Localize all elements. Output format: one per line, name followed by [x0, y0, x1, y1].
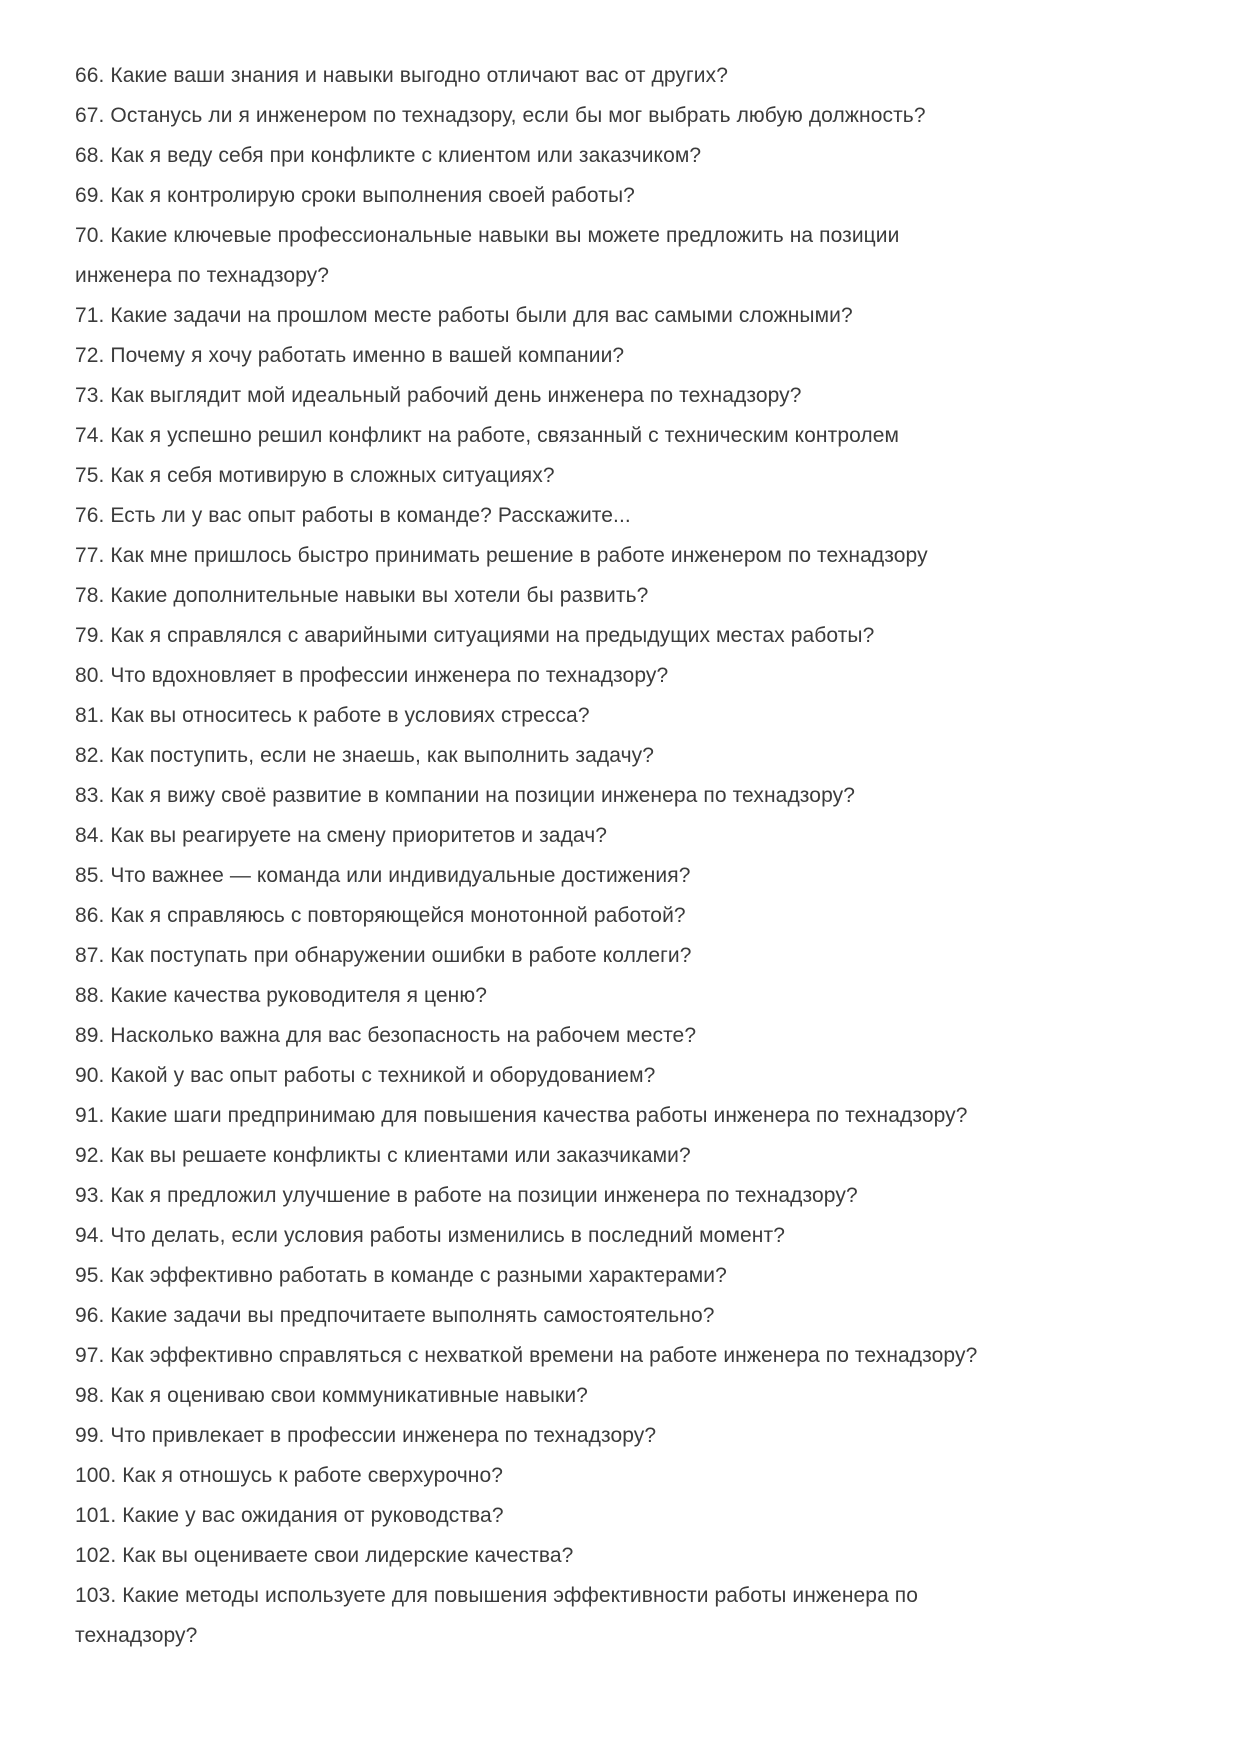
list-item — [75, 856, 1169, 896]
question-text: 71. Какие задачи на прошлом месте работы были для вас самыми сложными? — [75, 304, 853, 327]
question-text: 84. Как вы реагируете на смену приоритетов и задач? — [75, 824, 608, 847]
question-text: 73. Как выглядит мой идеальный рабочий день инженера по технадзору? — [75, 384, 802, 407]
question-text-continuation: технадзору? — [75, 1624, 198, 1647]
question-list — [75, 56, 1169, 1656]
list-item — [75, 1296, 1169, 1336]
question-text: 103. Какие методы используете для повышения эффективности работы инженера по — [75, 1584, 919, 1607]
question-text: 68. Как я веду себя при конфликте с клиентом или заказчиком? — [75, 144, 702, 167]
list-item — [75, 496, 1169, 536]
question-text: 75. Как я себя мотивирую в сложных ситуациях? — [75, 464, 555, 487]
list-item — [75, 1016, 1169, 1056]
list-item — [75, 1096, 1169, 1136]
list-item — [75, 456, 1169, 496]
list-item — [75, 1336, 1169, 1376]
list-item — [75, 296, 1169, 336]
list-item — [75, 176, 1169, 216]
question-text-continuation: инженера по технадзору? — [75, 264, 330, 287]
list-item — [75, 1216, 1169, 1256]
list-item — [75, 1416, 1169, 1456]
list-item — [75, 1256, 1169, 1296]
list-item — [75, 696, 1169, 736]
list-item — [75, 1376, 1169, 1416]
question-text: 77. Как мне пришлось быстро принимать решение в работе инженером по технадзору — [75, 544, 928, 567]
list-item — [75, 1056, 1169, 1096]
list-item — [75, 56, 1169, 96]
list-item — [75, 416, 1169, 456]
question-text: 102. Как вы оцениваете свои лидерские качества? — [75, 1544, 574, 1567]
list-item — [75, 1496, 1169, 1536]
list-item — [75, 376, 1169, 416]
question-text: 81. Как вы относитесь к работе в условиях стресса? — [75, 704, 590, 727]
question-text: 66. Какие ваши знания и навыки выгодно отличают вас от других? — [75, 64, 728, 87]
list-item — [75, 656, 1169, 696]
question-text: 98. Как я оцениваю свои коммуникативные навыки? — [75, 1384, 588, 1407]
question-text: 95. Как эффективно работать в команде с разными характерами? — [75, 1264, 727, 1287]
list-item — [75, 536, 1169, 576]
question-text: 76. Есть ли у вас опыт работы в команде? Расскажите... — [75, 504, 631, 527]
question-text: 74. Как я успешно решил конфликт на работе, связанный с техническим контролем — [75, 424, 900, 447]
list-item — [75, 1456, 1169, 1496]
question-text: 93. Как я предложил улучшение в работе на позиции инженера по технадзору? — [75, 1184, 858, 1207]
question-text: 89. Насколько важна для вас безопасность на рабочем месте? — [75, 1024, 697, 1047]
question-text: 78. Какие дополнительные навыки вы хотели бы развить? — [75, 584, 649, 607]
list-item — [75, 1176, 1169, 1216]
list-item — [75, 96, 1169, 136]
list-item — [75, 576, 1169, 616]
list-item — [75, 1136, 1169, 1176]
list-item — [75, 616, 1169, 656]
question-text: 101. Какие у вас ожидания от руководства? — [75, 1504, 504, 1527]
list-item — [75, 136, 1169, 176]
question-text: 69. Как я контролирую сроки выполнения своей работы? — [75, 184, 635, 207]
list-item — [75, 976, 1169, 1016]
question-text: 90. Какой у вас опыт работы с техникой и оборудованием? — [75, 1064, 656, 1087]
list-item — [75, 1536, 1169, 1576]
question-text: 86. Как я справляюсь с повторяющейся монотонной работой? — [75, 904, 686, 927]
question-text: 91. Какие шаги предпринимаю для повышения качества работы инженера по технадзору? — [75, 1104, 968, 1127]
question-text: 96. Какие задачи вы предпочитаете выполнять самостоятельно? — [75, 1304, 715, 1327]
question-text: 70. Какие ключевые профессиональные навыки вы можете предложить на позиции — [75, 224, 900, 247]
list-item — [75, 816, 1169, 856]
question-text: 80. Что вдохновляет в профессии инженера по технадзору? — [75, 664, 669, 687]
question-text: 67. Останусь ли я инженером по технадзору, если бы мог выбрать любую должность? — [75, 104, 926, 127]
question-text: 88. Какие качества руководителя я ценю? — [75, 984, 488, 1007]
question-text: 94. Что делать, если условия работы изменились в последний момент? — [75, 1224, 785, 1247]
question-text: 100. Как я отношусь к работе сверхурочно? — [75, 1464, 504, 1487]
list-item — [75, 1576, 1169, 1656]
list-item — [75, 736, 1169, 776]
question-text: 72. Почему я хочу работать именно в вашей компании? — [75, 344, 625, 367]
list-item — [75, 336, 1169, 376]
list-item — [75, 936, 1169, 976]
question-text: 97. Как эффективно справляться с нехваткой времени на работе инженера по технадзору? — [75, 1344, 978, 1367]
question-text: 87. Как поступать при обнаружении ошибки в работе коллеги? — [75, 944, 692, 967]
question-text: 99. Что привлекает в профессии инженера по технадзору? — [75, 1424, 657, 1447]
list-item — [75, 896, 1169, 936]
question-text: 92. Как вы решаете конфликты с клиентами или заказчиками? — [75, 1144, 691, 1167]
question-text: 82. Как поступить, если не знаешь, как выполнить задачу? — [75, 744, 655, 767]
question-text: 83. Как я вижу своё развитие в компании на позиции инженера по технадзору? — [75, 784, 856, 807]
list-item — [75, 216, 1169, 296]
list-item — [75, 776, 1169, 816]
question-text: 85. Что важнее — команда или индивидуальные достижения? — [75, 864, 691, 887]
question-text: 79. Как я справлялся с аварийными ситуациями на предыдущих местах работы? — [75, 624, 875, 647]
